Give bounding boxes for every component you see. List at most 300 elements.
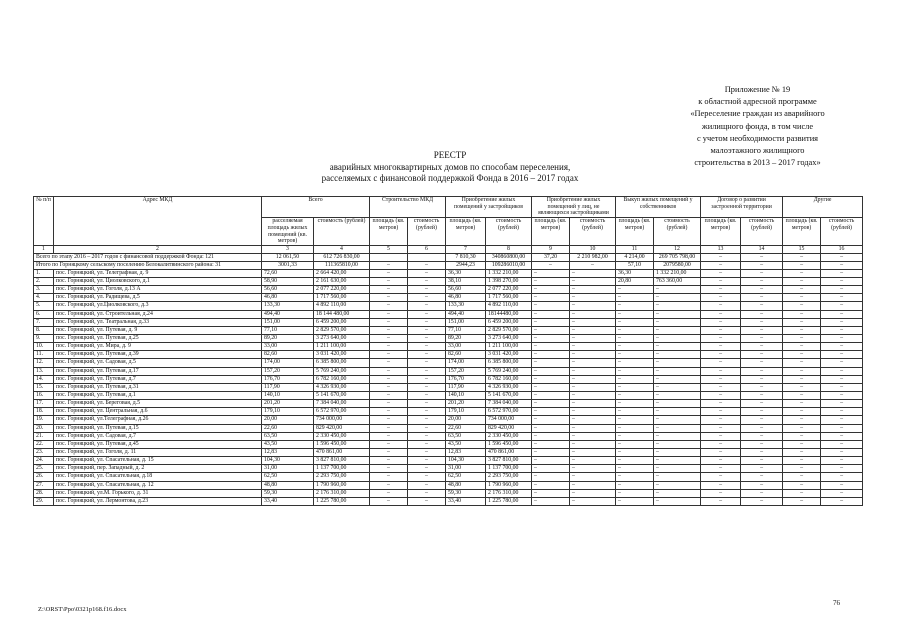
column-number: 10 [570,245,616,253]
table-row [34,400,863,408]
appendix-line: Приложение № 19 [724,85,791,94]
table-cell: 17. [34,400,54,408]
table-cell: – [616,416,654,424]
table-cell: 117,90 [446,383,486,391]
table-cell: 16. [34,392,54,400]
table-cell: 4 892 110,00 [486,302,532,310]
table-cell: 3 827 810,00 [486,457,532,465]
table-cell: – [741,318,783,326]
table-cell: – [370,440,408,448]
table-cell: 21. [34,432,54,440]
table-cell: 104,30 [446,457,486,465]
table-cell: – [654,359,701,367]
table-cell: 494,40 [262,310,314,318]
table-cell: 2 330 450,00 [486,432,532,440]
table-cell: 48,80 [446,481,486,489]
table-cell: 612 726 830,00 [314,253,370,261]
table-cell: – [616,400,654,408]
table-cell: – [701,359,741,367]
table-cell: – [408,465,446,473]
subheader-cost: стоимость (рублей) [741,218,783,246]
table-cell: – [616,424,654,432]
table-cell: – [783,335,821,343]
table-cell: – [616,408,654,416]
subheader-area: площадь (кв. метров) [701,218,741,246]
table-cell: – [741,440,783,448]
table-row [34,359,863,367]
table-cell: пос. Горняцкий, пер. Западный, д. 2 [54,465,262,473]
table-cell: 7. [34,318,54,326]
table-cell: – [370,261,408,269]
table-cell: – [821,392,863,400]
table-cell: – [408,286,446,294]
table-cell: – [570,326,616,334]
table-cell: – [408,383,446,391]
title-line: аварийных многоквартирных домов по способам переселения, [329,161,571,172]
table-cell: 2079580,00 [654,261,701,269]
table-row [34,351,863,359]
table-cell: 470 861,00 [486,449,532,457]
table-cell: пос. Горняцкий, ул. Садовая, д.7 [54,432,262,440]
column-number: 7 [446,245,486,253]
table-cell: – [570,424,616,432]
table-cell: – [654,351,701,359]
table-cell: – [654,392,701,400]
table-cell: – [654,449,701,457]
appendix-note [640,84,875,169]
table-cell: 89,20 [446,335,486,343]
table-row [34,481,863,489]
table-cell: – [370,343,408,351]
table-cell: – [741,351,783,359]
table-cell: пос. Горняцкий, ул. Путевая, д.15 [54,424,262,432]
table-cell: 151,00 [262,318,314,326]
table-cell: пос. Горняцкий, ул. Спасательная, д.18 [54,473,262,481]
table-cell: – [821,294,863,302]
table-cell: 18. [34,408,54,416]
table-cell: – [532,278,570,286]
table-row [34,497,863,505]
table-cell: 829 420,00 [314,424,370,432]
table-cell: 13. [34,367,54,375]
table-cell: 1 596 450,00 [314,440,370,448]
table-cell: – [701,261,741,269]
table-cell: – [821,310,863,318]
table-cell: 3 827 810,00 [314,457,370,465]
table-cell: – [570,310,616,318]
table-cell: – [370,432,408,440]
table-cell: 43,50 [262,440,314,448]
table-cell: – [570,489,616,497]
table-cell: 4 326 930,00 [486,383,532,391]
table-cell: 2 330 450,00 [314,432,370,440]
table-cell: – [821,359,863,367]
table-cell: пос. Горняцкий, ул.Циолковского, д.3 [54,302,262,310]
table-cell: пос. Горняцкий, ул. Мира, д. 9 [54,343,262,351]
table-cell: 133,30 [446,302,486,310]
table-row [34,392,863,400]
table-cell: – [701,326,741,334]
table-cell: 8. [34,326,54,334]
table-cell: 25. [34,465,54,473]
table-cell: – [532,383,570,391]
table-cell: пос. Горняцкий, ул. Путевая, д. 9 [54,326,262,334]
table-cell: – [570,383,616,391]
registry-table [33,196,863,506]
table-cell: – [616,294,654,302]
column-number: 11 [616,245,654,253]
table-cell: – [654,457,701,465]
table-cell: 2. [34,278,54,286]
table-cell: – [408,408,446,416]
table-cell: – [821,440,863,448]
table-cell: – [654,465,701,473]
table-cell: 829 420,00 [486,424,532,432]
table-cell: – [821,343,863,351]
table-cell: – [701,457,741,465]
table-cell: – [532,310,570,318]
table-cell: – [370,392,408,400]
table-cell: – [821,253,863,261]
column-number: 8 [486,245,532,253]
table-cell: – [654,416,701,424]
subheader-area: площадь (кв. метров) [616,218,654,246]
table-cell: – [570,261,616,269]
table-cell: – [783,489,821,497]
table-cell: пос. Горняцкий, ул. Путевая, д.17 [54,367,262,375]
table-cell: 2944,23 [446,261,486,269]
table-cell: – [654,335,701,343]
table-cell: пос. Горняцкий, ул. Береговая, д.5 [54,400,262,408]
table-cell: – [783,253,821,261]
table-cell: – [654,383,701,391]
table-cell: 6 385 800,00 [486,359,532,367]
table-cell: 3 273 640,00 [486,335,532,343]
table-cell: – [570,367,616,375]
appendix-line: строительства в 2013 – 2017 годах» [694,158,821,168]
subheader-cost: стоимость (рублей) [408,218,446,246]
table-cell: – [616,359,654,367]
table-cell: – [741,278,783,286]
table-cell: 2 210 982,00 [570,253,616,261]
table-cell: – [370,278,408,286]
column-number: 12 [654,245,701,253]
table-cell: – [408,343,446,351]
column-number: 15 [783,245,821,253]
table-cell: – [616,457,654,465]
table-cell: 20,80 [616,278,654,286]
table-cell: – [616,392,654,400]
table-cell: – [532,318,570,326]
table-cell: 56,60 [262,286,314,294]
appendix-line: с учетом необходимости развития [696,133,819,143]
table-cell: – [783,392,821,400]
table-cell: – [783,375,821,383]
table-cell: пос. Горняцкий, ул. Путевая, д.45 [54,440,262,448]
table-cell: – [408,489,446,497]
header-no: № п/п [34,197,54,246]
table-cell: 2 664 420,00 [314,269,370,277]
table-cell: – [701,335,741,343]
table-cell: – [821,400,863,408]
table-cell: 176,70 [446,375,486,383]
table-cell: – [654,481,701,489]
table-cell: 1. [34,269,54,277]
table-cell: – [741,326,783,334]
table-cell: – [701,318,741,326]
table-cell: 27. [34,481,54,489]
header-acquisition-nondev: Приобретение жилых помещений у лиц, не являющихся застройщиками [532,197,616,218]
table-cell: – [370,481,408,489]
table-row [34,335,863,343]
table-cell: 20,00 [446,416,486,424]
table-cell: 5. [34,302,54,310]
table-cell: 89,20 [262,335,314,343]
table-cell: 56,60 [446,286,486,294]
table-cell: – [370,489,408,497]
table-cell: 734 000,00 [314,416,370,424]
table-cell: 33,40 [446,497,486,505]
table-cell: – [532,440,570,448]
table-cell: – [570,440,616,448]
table-cell: – [701,351,741,359]
header-other: Другие [783,197,863,218]
table-cell: пос. Горняцкий, ул. Циолковского, д.1 [54,278,262,286]
table-cell: – [570,408,616,416]
table-cell: – [701,253,741,261]
table-cell: – [741,383,783,391]
table-cell: – [616,449,654,457]
table-cell: – [701,294,741,302]
table-cell: – [408,449,446,457]
table-cell: – [783,326,821,334]
summary-row [34,253,863,261]
table-cell: – [654,310,701,318]
table-cell: – [741,400,783,408]
table-cell: – [532,261,570,269]
table-cell: 1 211 100,00 [314,343,370,351]
table-row [34,440,863,448]
table-cell: 6 572 970,00 [314,408,370,416]
table-cell: 46,80 [262,294,314,302]
table-cell: – [821,465,863,473]
table-cell: 1 790 960,00 [486,481,532,489]
table-cell [370,253,408,261]
table-cell: – [741,302,783,310]
table-cell: – [532,424,570,432]
table-cell: 37,20 [532,253,570,261]
table-cell: 59,30 [446,489,486,497]
summary-row [34,261,863,269]
header-acquisition-dev: Приобретение жилых помещений у застройщиков [446,197,532,218]
table-cell: – [741,261,783,269]
table-cell: пос. Горняцкий, ул. Спасательная, д. 15 [54,457,262,465]
table-cell: 140,10 [446,392,486,400]
table-cell: – [408,351,446,359]
table-cell: 3 031 420,00 [314,351,370,359]
table-cell: – [370,497,408,505]
table-cell: – [532,351,570,359]
table-cell: – [570,302,616,310]
table-cell: – [570,497,616,505]
column-number: 2 [54,245,262,253]
column-number: 4 [314,245,370,253]
table-cell: 157,20 [446,367,486,375]
header-buyout: Выкуп жилых помещений у собственников [616,197,701,218]
table-row [34,367,863,375]
table-cell: – [701,432,741,440]
page-number: 76 [833,599,840,607]
table-cell: – [570,416,616,424]
table-cell: – [408,278,446,286]
table-cell: – [532,294,570,302]
table-cell: – [783,294,821,302]
table-cell: – [741,497,783,505]
table-cell: – [741,375,783,383]
table-cell: – [821,351,863,359]
table-cell: 36,30 [446,269,486,277]
table-cell: 22. [34,440,54,448]
table-cell: – [532,457,570,465]
subheader-area: площадь (кв. метров) [446,218,486,246]
table-cell: – [370,424,408,432]
table-cell: 151,00 [446,318,486,326]
table-cell: – [701,473,741,481]
table-cell: 7 384 040,00 [314,400,370,408]
table-cell: – [532,367,570,375]
table-cell: пос. Горняцкий, ул. Гоголя, д.13 А [54,286,262,294]
table-cell: – [408,473,446,481]
table-cell: – [701,392,741,400]
table-cell: 7 810,30 [446,253,486,261]
table-cell: – [616,440,654,448]
table-cell: 133,30 [262,302,314,310]
table-cell: 6 782 160,00 [486,375,532,383]
table-cell: – [616,465,654,473]
table-cell: 33,00 [262,343,314,351]
subheader-cost: стоимость (рублей) [570,218,616,246]
table-cell: – [570,359,616,367]
table-cell: – [532,375,570,383]
table-cell: 3 273 640,00 [314,335,370,343]
table-cell: – [821,473,863,481]
table-cell: – [570,392,616,400]
header-total: Всего [262,197,370,218]
table-cell: – [821,449,863,457]
table-cell: 19. [34,416,54,424]
table-cell: – [741,343,783,351]
table-cell: 179,10 [446,408,486,416]
table-row [34,489,863,497]
column-number: 13 [701,245,741,253]
table-cell: – [616,473,654,481]
table-cell: 57,10 [616,261,654,269]
table-cell: 1 398 270,00 [486,278,532,286]
table-cell: – [654,424,701,432]
column-number-row [34,245,863,253]
table-cell: 179,10 [262,408,314,416]
table-cell: – [408,367,446,375]
table-cell: – [408,416,446,424]
table-cell: 174,00 [446,359,486,367]
table-cell: 29. [34,497,54,505]
table-cell: 494,40 [446,310,486,318]
table-cell: – [408,497,446,505]
table-cell: – [370,359,408,367]
table-cell: 63,50 [262,432,314,440]
table-cell: – [654,343,701,351]
column-number: 16 [821,245,863,253]
table-cell: – [408,432,446,440]
table-cell: – [408,269,446,277]
subheader-area: расселяемая площадь жилых помещений (кв. метров) [262,218,314,246]
table-cell: – [741,408,783,416]
table-cell: – [654,326,701,334]
column-number: 3 [262,245,314,253]
table-cell: – [821,489,863,497]
table-header [34,197,863,254]
table-cell: – [701,269,741,277]
table-cell: – [408,318,446,326]
table-cell: 734 000,00 [486,416,532,424]
table-row [34,318,863,326]
table-cell: 2 176 310,00 [486,489,532,497]
table-cell: – [701,440,741,448]
table-cell: 2 077 220,00 [314,286,370,294]
table-row [34,449,863,457]
table-cell: – [821,286,863,294]
table-cell: 58,90 [262,278,314,286]
table-row [34,473,863,481]
table-cell: – [701,278,741,286]
table-cell: пос. Горняцкий, ул. Строительная, д.24 [54,310,262,318]
table-cell: – [821,408,863,416]
table-cell: 6 385 800,00 [314,359,370,367]
subheader-cost: стоимость (рублей) [654,218,701,246]
table-cell: – [408,261,446,269]
table-cell: Всего по этапу 2016 – 2017 годов с финансовой поддержкой Фонда: 121 [34,253,262,261]
table-cell: – [701,383,741,391]
table-cell: – [532,392,570,400]
table-cell: 174,00 [262,359,314,367]
table-cell: 2 829 570,00 [314,326,370,334]
table-cell: 28. [34,489,54,497]
table-cell: – [570,278,616,286]
table-cell: 1 332 210,00 [486,269,532,277]
table-cell: – [616,335,654,343]
table-cell: 6 572 970,00 [486,408,532,416]
table-cell: – [570,400,616,408]
table-cell: 140,10 [262,392,314,400]
table-cell: – [532,286,570,294]
table-cell: 1 717 560,00 [314,294,370,302]
table-cell: 470 861,00 [314,449,370,457]
table-cell: – [783,457,821,465]
table-cell: – [532,343,570,351]
table-cell: 2 293 750,00 [314,473,370,481]
table-cell: – [570,375,616,383]
table-cell: – [783,400,821,408]
table-cell: 763 360,00 [654,278,701,286]
table-cell: – [821,375,863,383]
table-cell: – [408,375,446,383]
appendix-line: «Переселение граждан из аварийного [690,109,825,119]
table-cell: – [701,424,741,432]
table-cell: – [783,432,821,440]
table-cell: 62,50 [446,473,486,481]
table-cell: – [370,302,408,310]
table-cell: – [783,269,821,277]
